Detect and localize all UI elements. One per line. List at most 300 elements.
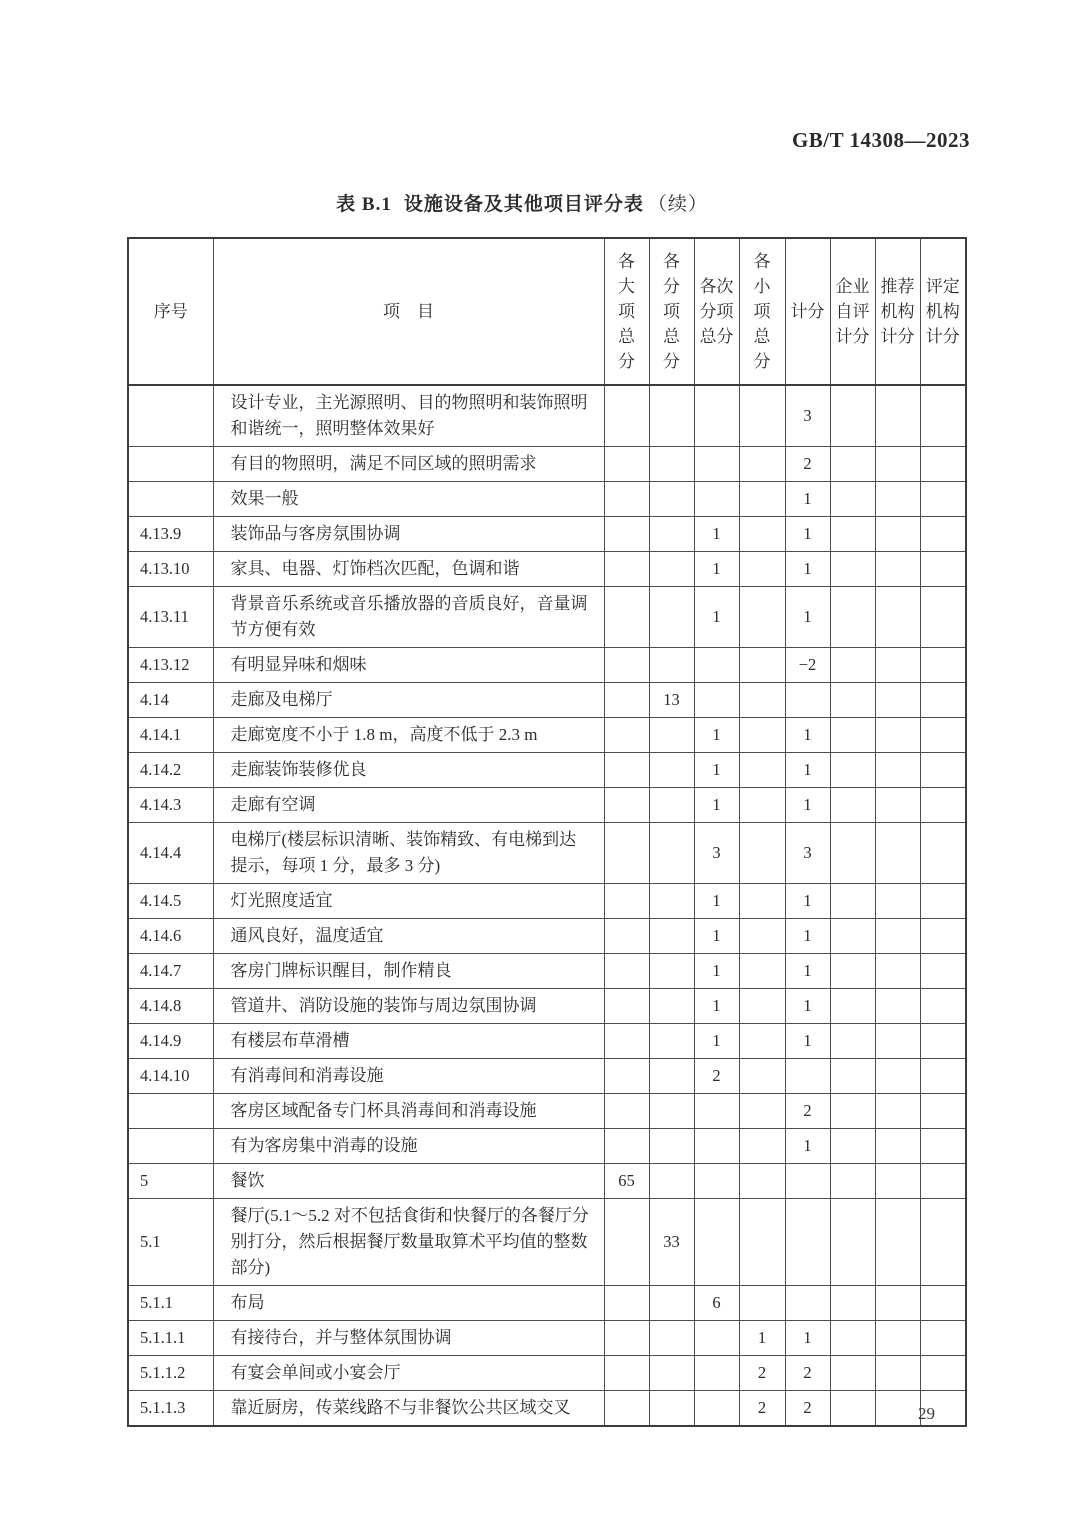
cell-sub — [649, 823, 694, 884]
cell-self — [830, 753, 875, 788]
cell-sub — [649, 552, 694, 587]
cell-no: 4.14.6 — [128, 919, 213, 954]
cell-rec — [875, 683, 920, 718]
cell-item: 客房门牌标识醒目，制作精良 — [213, 954, 604, 989]
cell-rec — [875, 788, 920, 823]
table-row — [128, 1164, 966, 1199]
header-label-line: 大 — [618, 277, 635, 296]
table-row — [128, 788, 966, 823]
cell-sub — [649, 788, 694, 823]
cell-no: 4.14.7 — [128, 954, 213, 989]
cell-assess — [920, 1199, 966, 1286]
doc-number: GB/T 14308—2023 — [791, 128, 970, 152]
cell-self — [830, 648, 875, 683]
header-label-line: 分项 — [699, 302, 734, 321]
cell-rec — [875, 587, 920, 648]
cell-subsub: 1 — [694, 517, 739, 552]
cell-rec — [875, 1164, 920, 1199]
cell-score: 2 — [785, 1094, 830, 1129]
cell-small — [739, 1059, 785, 1094]
cell-score — [785, 683, 830, 718]
cell-assess — [920, 1059, 966, 1094]
cell-self — [830, 788, 875, 823]
cell-assess — [920, 954, 966, 989]
header-label-line: 计分 — [790, 302, 825, 321]
cell-item: 通风良好，温度适宜 — [213, 919, 604, 954]
cell-assess — [920, 1129, 966, 1164]
cell-item: 设计专业，主光源照明、目的物照明和装饰照明和谐统一，照明整体效果好 — [213, 385, 604, 447]
header-label-line: 各 — [753, 252, 771, 271]
cell-subsub — [694, 447, 739, 482]
cell-small — [739, 954, 785, 989]
header-label-line: 项 — [663, 302, 680, 321]
cell-assess — [920, 823, 966, 884]
table-row — [128, 482, 966, 517]
cell-major — [604, 1129, 649, 1164]
cell-item: 电梯厅(楼层标识清晰、装饰精致、有电梯到达提示，每项 1 分，最多 3 分) — [213, 823, 604, 884]
cell-no: 5.1.1 — [128, 1286, 213, 1321]
cell-subsub — [694, 1129, 739, 1164]
cell-small — [739, 517, 785, 552]
cell-assess — [920, 718, 966, 753]
cell-sub — [649, 919, 694, 954]
cell-item: 有宴会单间或小宴会厅 — [213, 1356, 604, 1391]
cell-subsub — [694, 1094, 739, 1129]
cell-self — [830, 718, 875, 753]
caption-title: 设施设备及其他项目评分表 — [403, 194, 644, 215]
cell-sub — [649, 753, 694, 788]
cell-major — [604, 1286, 649, 1321]
cell-self — [830, 1199, 875, 1286]
table-header — [128, 238, 966, 385]
cell-self — [830, 385, 875, 447]
cell-rec — [875, 482, 920, 517]
header-no — [128, 238, 213, 385]
table-row — [128, 587, 966, 648]
cell-score: 1 — [785, 1321, 830, 1356]
cell-assess — [920, 919, 966, 954]
header-label-line: 分 — [618, 352, 635, 371]
table-row — [128, 919, 966, 954]
cell-sub — [649, 1164, 694, 1199]
cell-rec — [875, 718, 920, 753]
cell-score: 1 — [785, 954, 830, 989]
cell-rec — [875, 753, 920, 788]
cell-small — [739, 919, 785, 954]
cell-subsub — [694, 1391, 739, 1427]
cell-self — [830, 1356, 875, 1391]
header-label-line: 自评 — [835, 302, 870, 321]
cell-subsub: 1 — [694, 552, 739, 587]
header-rec — [875, 238, 920, 385]
cell-self — [830, 954, 875, 989]
header-score — [785, 238, 830, 385]
cell-no: 5.1.1.1 — [128, 1321, 213, 1356]
cell-item: 走廊有空调 — [213, 788, 604, 823]
cell-major — [604, 1024, 649, 1059]
cell-item: 客房区域配备专门杯具消毒间和消毒设施 — [213, 1094, 604, 1129]
cell-sub — [649, 385, 694, 447]
cell-subsub: 1 — [694, 718, 739, 753]
cell-subsub — [694, 683, 739, 718]
cell-sub: 33 — [649, 1199, 694, 1286]
cell-small — [739, 1164, 785, 1199]
cell-assess — [920, 989, 966, 1024]
cell-no: 4.14.10 — [128, 1059, 213, 1094]
table-row — [128, 1356, 966, 1391]
cell-assess — [920, 587, 966, 648]
cell-assess — [920, 447, 966, 482]
cell-subsub — [694, 648, 739, 683]
header-label-line: 总 — [753, 327, 771, 346]
table-row — [128, 517, 966, 552]
cell-assess — [920, 788, 966, 823]
cell-self — [830, 587, 875, 648]
cell-assess — [920, 517, 966, 552]
cell-subsub: 3 — [694, 823, 739, 884]
header-label-line: 推荐 — [880, 277, 915, 296]
cell-rec — [875, 447, 920, 482]
cell-no: 4.14.8 — [128, 989, 213, 1024]
table-row — [128, 552, 966, 587]
cell-score: 1 — [785, 919, 830, 954]
cell-score: 1 — [785, 989, 830, 1024]
cell-no: 4.14.9 — [128, 1024, 213, 1059]
cell-score: 1 — [785, 517, 830, 552]
cell-major — [604, 648, 649, 683]
cell-major: 65 — [604, 1164, 649, 1199]
cell-major — [604, 1199, 649, 1286]
cell-assess — [920, 1094, 966, 1129]
header-label-line: 计分 — [880, 327, 915, 346]
table-row — [128, 753, 966, 788]
cell-score: −2 — [785, 648, 830, 683]
cell-small — [739, 683, 785, 718]
cell-major — [604, 919, 649, 954]
cell-subsub: 1 — [694, 1024, 739, 1059]
table-row — [128, 1391, 966, 1427]
cell-sub — [649, 517, 694, 552]
cell-score: 2 — [785, 1391, 830, 1427]
cell-item: 走廊装饰装修优良 — [213, 753, 604, 788]
header-label-line: 各 — [663, 252, 680, 271]
cell-self — [830, 683, 875, 718]
header-small — [739, 238, 785, 385]
table-row — [128, 718, 966, 753]
cell-score: 1 — [785, 552, 830, 587]
cell-assess — [920, 753, 966, 788]
cell-major — [604, 788, 649, 823]
cell-rec — [875, 385, 920, 447]
cell-major — [604, 1094, 649, 1129]
header-label-line: 分 — [663, 352, 680, 371]
cell-no: 4.14.2 — [128, 753, 213, 788]
cell-sub — [649, 1286, 694, 1321]
cell-assess — [920, 385, 966, 447]
cell-sub — [649, 1356, 694, 1391]
cell-major — [604, 989, 649, 1024]
header-label-line: 小 — [753, 277, 771, 296]
cell-sub — [649, 954, 694, 989]
caption-label: 表 B.1 — [336, 194, 392, 215]
header-self — [830, 238, 875, 385]
cell-small — [739, 385, 785, 447]
cell-no — [128, 1094, 213, 1129]
cell-no: 5 — [128, 1164, 213, 1199]
cell-rec — [875, 919, 920, 954]
header-assess — [920, 238, 966, 385]
header-label-line: 项 — [618, 302, 635, 321]
cell-rec — [875, 1024, 920, 1059]
cell-sub — [649, 1129, 694, 1164]
cell-major — [604, 552, 649, 587]
cell-sub: 13 — [649, 683, 694, 718]
table-row — [128, 447, 966, 482]
header-label-line: 总 — [618, 327, 635, 346]
cell-sub — [649, 1391, 694, 1427]
cell-rec — [875, 989, 920, 1024]
cell-no — [128, 1129, 213, 1164]
header-label-line: 序号 — [153, 302, 188, 321]
cell-item: 餐饮 — [213, 1164, 604, 1199]
table-row — [128, 385, 966, 447]
cell-self — [830, 1059, 875, 1094]
header-label-line: 企业 — [835, 277, 870, 296]
cell-self — [830, 1286, 875, 1321]
cell-small — [739, 1129, 785, 1164]
table-row — [128, 648, 966, 683]
table-row — [128, 1094, 966, 1129]
cell-assess — [920, 884, 966, 919]
cell-assess — [920, 1024, 966, 1059]
header-label-line: 总 — [663, 327, 680, 346]
header-subsub — [694, 238, 739, 385]
cell-small: 2 — [739, 1391, 785, 1427]
cell-score: 2 — [785, 447, 830, 482]
cell-rec — [875, 1356, 920, 1391]
caption-suffix: （续） — [647, 194, 708, 215]
cell-sub — [649, 482, 694, 517]
cell-score: 1 — [785, 1129, 830, 1164]
cell-subsub: 1 — [694, 587, 739, 648]
cell-small — [739, 482, 785, 517]
cell-no: 4.14.1 — [128, 718, 213, 753]
cell-item: 有楼层布草滑槽 — [213, 1024, 604, 1059]
cell-sub — [649, 989, 694, 1024]
cell-no: 4.14.3 — [128, 788, 213, 823]
cell-assess — [920, 552, 966, 587]
cell-major — [604, 447, 649, 482]
cell-assess — [920, 1356, 966, 1391]
cell-sub — [649, 587, 694, 648]
score-table — [127, 237, 967, 1427]
cell-small — [739, 788, 785, 823]
cell-score: 1 — [785, 1024, 830, 1059]
cell-item: 装饰品与客房氛围协调 — [213, 517, 604, 552]
table-row — [128, 683, 966, 718]
cell-small — [739, 447, 785, 482]
cell-item: 有为客房集中消毒的设施 — [213, 1129, 604, 1164]
cell-no: 4.14.5 — [128, 884, 213, 919]
cell-sub — [649, 718, 694, 753]
cell-self — [830, 447, 875, 482]
header-label-line: 机构 — [925, 302, 960, 321]
cell-score: 3 — [785, 385, 830, 447]
cell-rec — [875, 1094, 920, 1129]
cell-no: 4.13.10 — [128, 552, 213, 587]
table-row — [128, 1321, 966, 1356]
cell-no — [128, 482, 213, 517]
table-row — [128, 1024, 966, 1059]
cell-rec — [875, 1321, 920, 1356]
cell-sub — [649, 1059, 694, 1094]
cell-major — [604, 482, 649, 517]
cell-subsub — [694, 482, 739, 517]
cell-rec — [875, 1286, 920, 1321]
cell-subsub — [694, 1321, 739, 1356]
cell-assess — [920, 1164, 966, 1199]
cell-rec — [875, 954, 920, 989]
cell-self — [830, 823, 875, 884]
cell-small — [739, 1286, 785, 1321]
cell-subsub: 2 — [694, 1059, 739, 1094]
table-row — [128, 823, 966, 884]
table-row — [128, 1129, 966, 1164]
cell-self — [830, 1024, 875, 1059]
cell-item: 有消毒间和消毒设施 — [213, 1059, 604, 1094]
cell-small — [739, 648, 785, 683]
cell-sub — [649, 1024, 694, 1059]
cell-small — [739, 718, 785, 753]
cell-small: 1 — [739, 1321, 785, 1356]
table-caption — [103, 189, 941, 216]
cell-major — [604, 1391, 649, 1427]
cell-no: 4.14.4 — [128, 823, 213, 884]
cell-self — [830, 482, 875, 517]
cell-score: 1 — [785, 482, 830, 517]
cell-major — [604, 718, 649, 753]
cell-no: 4.14 — [128, 683, 213, 718]
cell-item: 布局 — [213, 1286, 604, 1321]
cell-subsub: 1 — [694, 753, 739, 788]
cell-major — [604, 753, 649, 788]
cell-no: 5.1.1.2 — [128, 1356, 213, 1391]
header-label-line: 评定 — [925, 277, 960, 296]
cell-rec — [875, 823, 920, 884]
cell-self — [830, 1164, 875, 1199]
cell-major — [604, 1059, 649, 1094]
cell-subsub — [694, 1199, 739, 1286]
cell-self — [830, 517, 875, 552]
table-row — [128, 1059, 966, 1094]
cell-sub — [649, 1094, 694, 1129]
cell-no: 5.1 — [128, 1199, 213, 1286]
cell-item: 有接待台，并与整体氛围协调 — [213, 1321, 604, 1356]
table-row — [128, 954, 966, 989]
cell-major — [604, 587, 649, 648]
cell-score: 1 — [785, 788, 830, 823]
cell-score: 3 — [785, 823, 830, 884]
cell-assess — [920, 683, 966, 718]
page-number: 29 — [918, 1404, 935, 1423]
cell-rec — [875, 552, 920, 587]
cell-item: 有明显异味和烟味 — [213, 648, 604, 683]
cell-small — [739, 1199, 785, 1286]
cell-rec — [875, 1391, 920, 1427]
header-label-line: 项 目 — [383, 302, 434, 321]
header-label-line: 分 — [663, 277, 680, 296]
cell-self — [830, 884, 875, 919]
cell-small — [739, 753, 785, 788]
cell-major — [604, 517, 649, 552]
table-row — [128, 1286, 966, 1321]
cell-major — [604, 1356, 649, 1391]
header-label-line: 计分 — [925, 327, 960, 346]
cell-no — [128, 447, 213, 482]
cell-score — [785, 1286, 830, 1321]
cell-subsub — [694, 1356, 739, 1391]
cell-score: 1 — [785, 884, 830, 919]
cell-score — [785, 1199, 830, 1286]
cell-item: 走廊及电梯厅 — [213, 683, 604, 718]
cell-subsub: 6 — [694, 1286, 739, 1321]
cell-small — [739, 552, 785, 587]
header-label-line: 分 — [753, 352, 771, 371]
cell-item: 餐厅(5.1～5.2 对不包括食街和快餐厅的各餐厅分别打分，然后根据餐厅数量取算术平均值的整数部分) — [213, 1199, 604, 1286]
header-label-line: 各次 — [699, 277, 734, 296]
cell-no — [128, 385, 213, 447]
cell-assess — [920, 482, 966, 517]
header-label-line: 计分 — [835, 327, 870, 346]
cell-item: 靠近厨房，传菜线路不与非餐饮公共区域交叉 — [213, 1391, 604, 1427]
cell-item: 背景音乐系统或音乐播放器的音质良好，音量调节方便有效 — [213, 587, 604, 648]
cell-sub — [649, 648, 694, 683]
cell-major — [604, 884, 649, 919]
cell-no: 4.13.9 — [128, 517, 213, 552]
cell-small — [739, 989, 785, 1024]
cell-subsub: 1 — [694, 989, 739, 1024]
cell-subsub — [694, 385, 739, 447]
cell-self — [830, 1391, 875, 1427]
cell-small — [739, 1094, 785, 1129]
cell-major — [604, 823, 649, 884]
cell-sub — [649, 447, 694, 482]
cell-small — [739, 884, 785, 919]
cell-self — [830, 1321, 875, 1356]
cell-major — [604, 954, 649, 989]
cell-small — [739, 1024, 785, 1059]
cell-assess — [920, 1286, 966, 1321]
cell-major — [604, 683, 649, 718]
cell-score: 1 — [785, 718, 830, 753]
cell-subsub: 1 — [694, 919, 739, 954]
cell-score: 1 — [785, 587, 830, 648]
cell-assess — [920, 648, 966, 683]
header-sub — [649, 238, 694, 385]
cell-subsub: 1 — [694, 788, 739, 823]
table-row — [128, 989, 966, 1024]
cell-rec — [875, 517, 920, 552]
cell-item: 有目的物照明，满足不同区域的照明需求 — [213, 447, 604, 482]
cell-item: 灯光照度适宜 — [213, 884, 604, 919]
cell-assess — [920, 1321, 966, 1356]
cell-self — [830, 989, 875, 1024]
cell-score: 2 — [785, 1356, 830, 1391]
header-label-line: 机构 — [880, 302, 915, 321]
cell-self — [830, 919, 875, 954]
cell-score — [785, 1059, 830, 1094]
cell-major — [604, 385, 649, 447]
